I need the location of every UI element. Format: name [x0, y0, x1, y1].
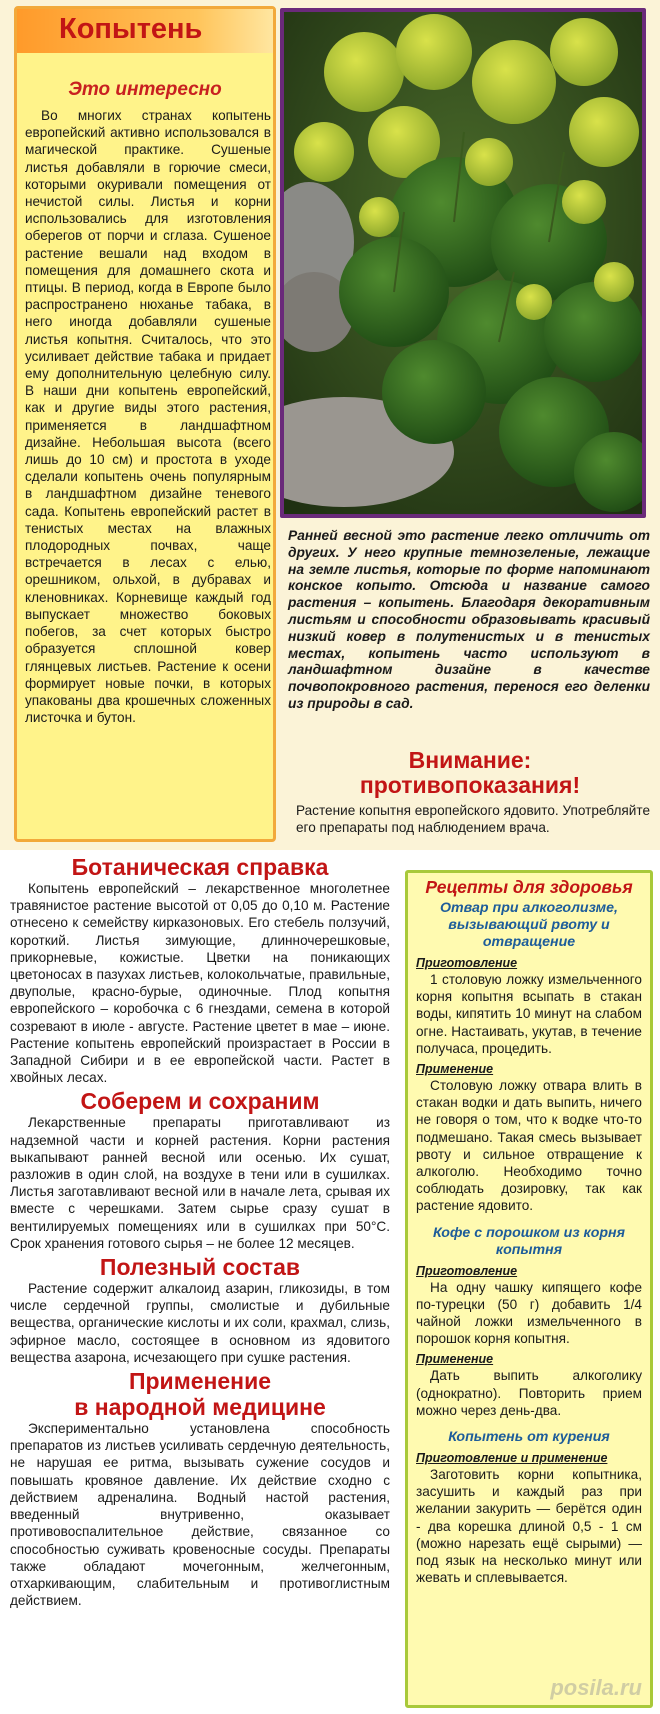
page-title: Копытень	[59, 13, 203, 45]
interesting-panel	[14, 6, 276, 842]
recipe-2-prep-text: На одну чашку кипящего кофе по-турецки (50 г) добавить 1/4 чайной ложки измельченного в порошок корня копытня.	[416, 1279, 642, 1347]
recipe-1-prep-text: 1 столовую ложку измельченного корня копытня всыпать в стакан воды, кипятить 10 минут на слабом огне. Настаивать, укутав, в течение получаса, процедить.	[416, 972, 642, 1056]
botany-heading: Ботаническая справка	[71, 854, 329, 880]
folk-heading	[10, 1368, 390, 1420]
recipe-3-title: Копытень от курения	[448, 1429, 610, 1446]
title-bar	[17, 9, 273, 53]
recipe-1-prep-label: Приготовление	[416, 956, 518, 970]
recipe-2-title: Кофе с порошком из корня копытня	[433, 1224, 625, 1258]
site-watermark: posila.ru	[550, 1675, 642, 1700]
warning-heading	[290, 748, 650, 798]
warning-heading-line1: Внимание:	[408, 747, 532, 773]
recipes-heading: Рецепты для здоровья	[425, 877, 633, 897]
bottom-section	[0, 850, 660, 1714]
folk-heading-line2: в народной медицине	[74, 1394, 326, 1421]
top-section	[0, 0, 660, 850]
plant-photo-image	[284, 12, 642, 514]
recipe-1-use-label: Применение	[416, 1062, 494, 1077]
recipe-1-title: Отвар при алкоголизме, вызывающий рвоту и отвращение	[440, 900, 618, 950]
collect-text: Лекарственные препараты приготавливают из надземной части и корней растения. Корни растения выкапывают ранней весной или осенью. Их сушат, разложив в один слой, на воздухе в тени или в сушилках. Листья заготавливают весной или в начале лета, срывая их вместе с черешками. Затем сырье сразу сушат в вентилируемых помещениях или в сушилках при 50°С. Срок хранения готового сырья – не более 12 месяцев.	[10, 1115, 390, 1251]
interesting-text: Во многих странах копытень европейский активно использовался в магической практике. Сушеные листья добавляли в горючие смеси, которыми окуривали помещения от нечистой силы. Листья и корни использовались для изготовления оберегов от порчи и сглаза. Сушеное растение вешали над входом в помещения для домашнего скота и птицы. В период, когда в Европе было распространено нюханье табака, в него иногда добавляли сушеные листья копытня. Считалось, что это усиливает действие табака и придает ему дополнительную целебную силу. В наши дни копытень европейский, как и другие виды этого растения, применяется в ландшафтном дизайне. Небольшая высота (всего лишь до 10 см) и простота в уходе сделали копытень очень популярным в ландшафтном дизайне теневого сада. Копытень европейский растет в тенистых местах на влажных плодородных почвах, чаще встречается в лесах с елью, орешником, ольхой, в дубравах и кленовниках. Корневище каждый год выпускает множество боковых побегов, за счет которых быстро образуется сплошной ковер глянцевых листьев. Растение к осени формирует новые почки, в которых упакованы два крошечных сложенных листочка и бутон.	[25, 108, 271, 726]
warning-heading-line2: противопоказания!	[359, 772, 581, 798]
collect-heading: Соберем и сохраним	[80, 1088, 320, 1115]
recipe-2-prep-label: Приготовление	[416, 1263, 518, 1278]
recipes-panel	[405, 870, 653, 1708]
botany-text: Копытень европейский – лекарственное многолетнее травянистое растение высотой от 0,05 до 0,10 м. Растение отнесено к семейству кирказоновых. Его стебель ползучий, короткий. Листья зимующие, длинночерешковые, прикорневые, кожистые. Цветки на поникающих цветоносах в пазухах листьев, колокольчатые, правильные, двуполые, красно-бурые, одиночные. Плод копытня европейского – коробочка с 6 гнездами, семена в которой созревают в июле - августе. Растение цветет в мае – июне. Растение копытень европейский произрастает в России в Западной Сибири и в ее европейской части. Растет в хвойных лесах.	[10, 881, 390, 1086]
warning-text: Растение копытня европейского ядовито. Употребляйте его препараты под наблюдением врача.	[296, 803, 650, 835]
recipe-3-text: Заготовить корни копытника, засушить и каждый раз при желании закурить — берётся один - два корешка длиной 0,5 - 1 см (можно нарезать ещё сырыми) — под язык на несколько минут или жевать и сплевывается.	[416, 1467, 642, 1586]
recipe-1-use-text: Столовую ложку отвара влить в стакан водки и дать выпить, ничего не говоря о том, что к водке что-то подмешано. Такая смесь вызывает рвоту и сильное отвращение к алкоголю. Необходимо точно соблюдать дозировку, так как растение ядовито.	[416, 1078, 642, 1214]
recipe-3-label: Приготовление и применение	[416, 1451, 608, 1466]
recipe-2-use-label: Применение	[416, 1352, 494, 1367]
recipe-2-use-text: Дать выпить алкоголику (однократно). Повторить прием можно через день-два.	[416, 1368, 642, 1418]
photo-caption: Ранней весной это растение легко отличить от других. У него крупные темнозеленые, лежащие на земле листья, которые по форме напоминают конское копыто. Отсюда и название самого растения – копытень. Благодаря декоративным листьям и способности образовывать красивый низкий ковер в полутенистых и в тенистых местах, копытень часто используют в ландшафтном дизайне в качестве почвопокровного растения, перенося его деленки из природы в сад.	[288, 528, 650, 711]
interesting-heading: Это интересно	[68, 79, 222, 100]
composition-heading: Полезный состав	[99, 1254, 301, 1281]
plant-photo	[280, 8, 646, 518]
folk-text: Экспериментально установлена способность препаратов из листьев усиливать сердечную деятельность, не нарушая ее ритма, вызывать сужение сосудов и повышать кровяное давление. Их действие сходно с действием адреналина. Водный настой растения, введенный внутривенно, оказывает противовоспалительное действие, связанное со способностью суживать кровеносные сосуды. Препараты также обладают мочегонным, желчегонным, отхаркивающим, слабительным и противоглистным действием.	[10, 1421, 390, 1609]
folk-heading-line1: Применение	[128, 1368, 272, 1395]
reference-column	[10, 852, 390, 1611]
composition-text: Растение содержит алкалоид азарин, гликозиды, в том числе сердечной группы, смолистые и дубильные вещества, органические кислоты и их соли, крахмал, слизь, эфирное масло, состоящее в основном из ядовитого вещества азарона, исчезающего при сушке растения.	[10, 1281, 390, 1365]
